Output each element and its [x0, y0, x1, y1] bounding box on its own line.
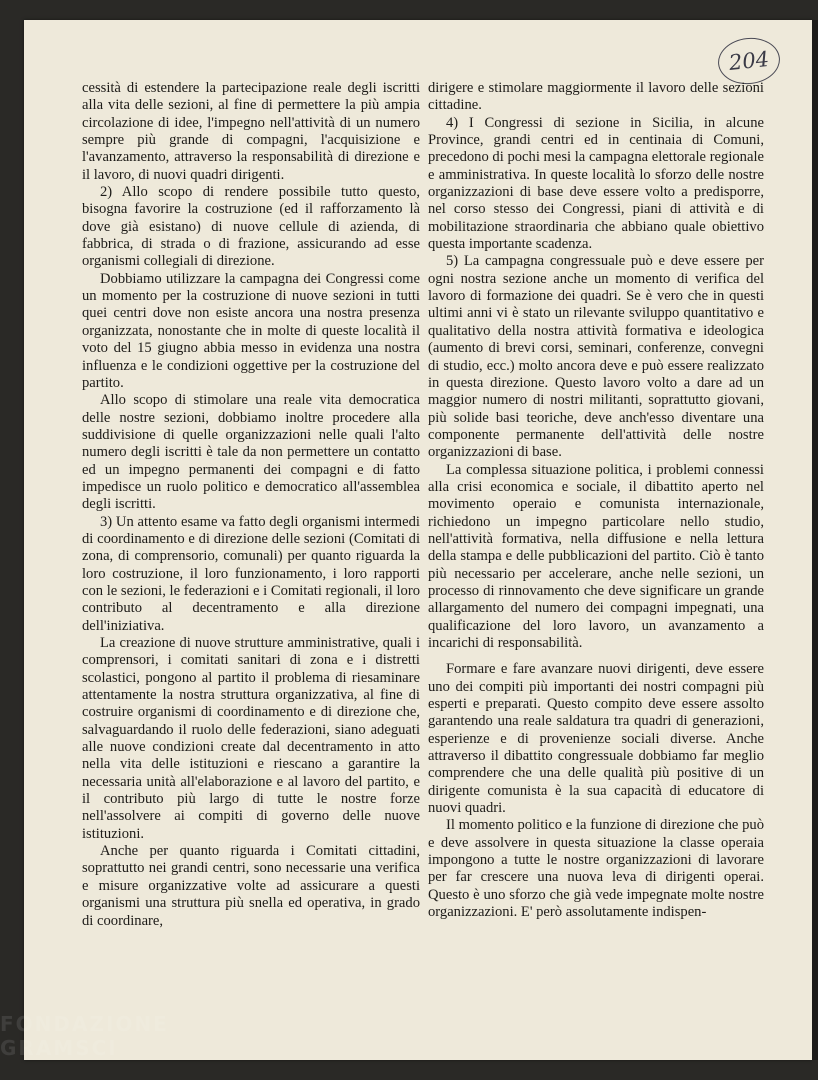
paragraph: cessità di estendere la partecipazione reale degli iscritti alla vita delle sezioni, al fine di permettere la più ampia circolazione di idee, l'impegno nell'attività di un numero sempre più grande di compagni, l'acquisizione e l'avanzamento, attraverso la responsabilità di direzione e il lavoro, di nuovi quadri dirigenti. — [82, 80, 420, 183]
page-number: 204 — [716, 35, 782, 87]
page-edge-shadow — [812, 20, 818, 1060]
paragraph: Formare e fare avanzare nuovi dirigenti, deve essere uno dei compiti più importanti dei nostri compagni più esperti e preparati. Questo compito deve essere assolto garantendo una reale saldatura tra quadri di generazioni, esperienze e di provenienze sociali diverse. Anche attraverso il dibattito congressuale dobbiamo far meglio comprendere che una delle qualità più positive di un dirigente comunista è la sua capacità di educatore di nuovi quadri. — [428, 661, 764, 817]
paragraph: 4) I Congressi di sezione in Sicilia, in alcune Province, grandi centri ed in centinaia di Comuni, precedono di pochi mesi la campagna elettorale regionale e amministrativa. In queste località lo sforzo delle nostre organizzazioni di base deve essere volto a predisporre, nel corso stesso dei Congressi, piani di attività e di mobilitazione straordinaria che abbiano quale obiettivo questa importante scadenza. — [428, 114, 764, 253]
paragraph: Anche per quanto riguarda i Comitati cittadini, soprattutto nei grandi centri, sono necessarie una verifica e misure organizzative volte ad assicurare a questi organismi una struttura più snella ed operativa, in grado di coordinare, — [82, 843, 420, 929]
paragraph: Dobbiamo utilizzare la campagna dei Congressi come un momento per la costruzione di nuove sezioni in tutti quei centri dove non esiste ancora una nostra presenza organizzata, nonostante che in molte di queste località il voto del 15 giugno abbia messo in evidenza una nostra influenza e le condizioni oggettive per la costruzione del partito. — [82, 270, 420, 391]
paragraph: Il momento politico e la funzione di direzione che può e deve assolvere in questa situazione la classe operaia impongono a tutte le nostre organizzazioni di lavorare per far crescere una nuova leva di dirigenti operai. Questo è uno sforzo che già vede impegnate molte nostre organizzazioni. E' però assolutamente indispen- — [428, 817, 764, 921]
left-column — [82, 80, 420, 930]
paragraph: dirigere e stimolare maggiormente il lavoro delle sezioni cittadine. — [428, 80, 764, 114]
paragraph: 2) Allo scopo di rendere possibile tutto questo, bisogna favorire la costruzione (ed il rafforzamento là dove già esistano) di nuove cellule di azienda, di fabbrica, di strada o di frazione, assicurando ad esse organismi collegiali di direzione. — [82, 184, 420, 270]
paragraph: 3) Un attento esame va fatto degli organismi intermedi di coordinamento e di direzione delle sezioni (Comitati di zona, di comprensorio, comunali) per quanto riguarda la loro costruzione, il loro funzionamento, i loro rapporti con le sezioni, le federazioni e i Comitati regionali, il loro contributo al decentramento e alla direzione dell'iniziativa. — [82, 513, 420, 634]
archive-watermark: FONDAZIONE GRAMSCI — [0, 1012, 169, 1060]
paragraph: La complessa situazione politica, i problemi connessi alla crisi economica e sociale, il dibattito aperto nel movimento operaio e comunista internazionale, richiedono un impegno particolare nello studio, nell'attività formativa, nella diffusione e nella lettura della stampa e delle pubblicazioni del partito. Ciò è tanto più necessario per accelerare, anche nelle sezioni, un processo di rinnovamento che deve significare un grande allargamento del numero dei compagni impegnati, una qualificazione del loro lavoro, un avanzamento a incarichi di responsabilità. — [428, 461, 764, 651]
right-column — [428, 80, 764, 922]
paragraph: Allo scopo di stimolare una reale vita democratica delle nostre sezioni, dobbiamo inoltre procedere alla suddivisione di quelle organizzazioni nelle quali l'alto numero degli iscritti è tale da non permettere un contatto ed un impegno permanenti dei compagni e di fatto impedisce un ruolo politico e democratico all'assemblea degli iscritti. — [82, 392, 420, 513]
paragraph: La creazione di nuove strutture amministrative, quali i comprensori, i comitati sanitari di zona e i distretti scolastici, pongono al partito il problema di riesaminare attentamente la nostra struttura organizzativa, al fine di costruire organismi di coordinamento e di direzione che, salvaguardando il ruolo delle federazioni, siano adeguati alle nuove condizioni create dal decentramento in atto nella vita delle istituzioni e riescano a garantire la necessaria unità all'elaborazione e al lavoro del partito, e il contributo più largo di tutte le nostre forze nell'assolvere ai compiti di governo delle nuove istituzioni. — [82, 635, 420, 842]
document-page — [24, 20, 812, 1060]
paragraph: 5) La campagna congressuale può e deve essere per ogni nostra sezione anche un momento di verifica del lavoro di formazione dei quadri. Se è vero che in questi ultimi anni vi è stato un rilevante sviluppo quantitativo e qualitativo della nostra attività formativa e ideologica (aumento di brevi corsi, seminari, conferenze, convegni di studio, ecc.) molto ancora deve e può essere realizzato in questa direzione. Questo lavoro volto a dare ad un maggior numero di nostri militanti, soprattutto giovani, più solide basi teoriche, deve anch'esso diventare una componente permanente dell'attività delle nostre organizzazioni di base. — [428, 253, 764, 461]
